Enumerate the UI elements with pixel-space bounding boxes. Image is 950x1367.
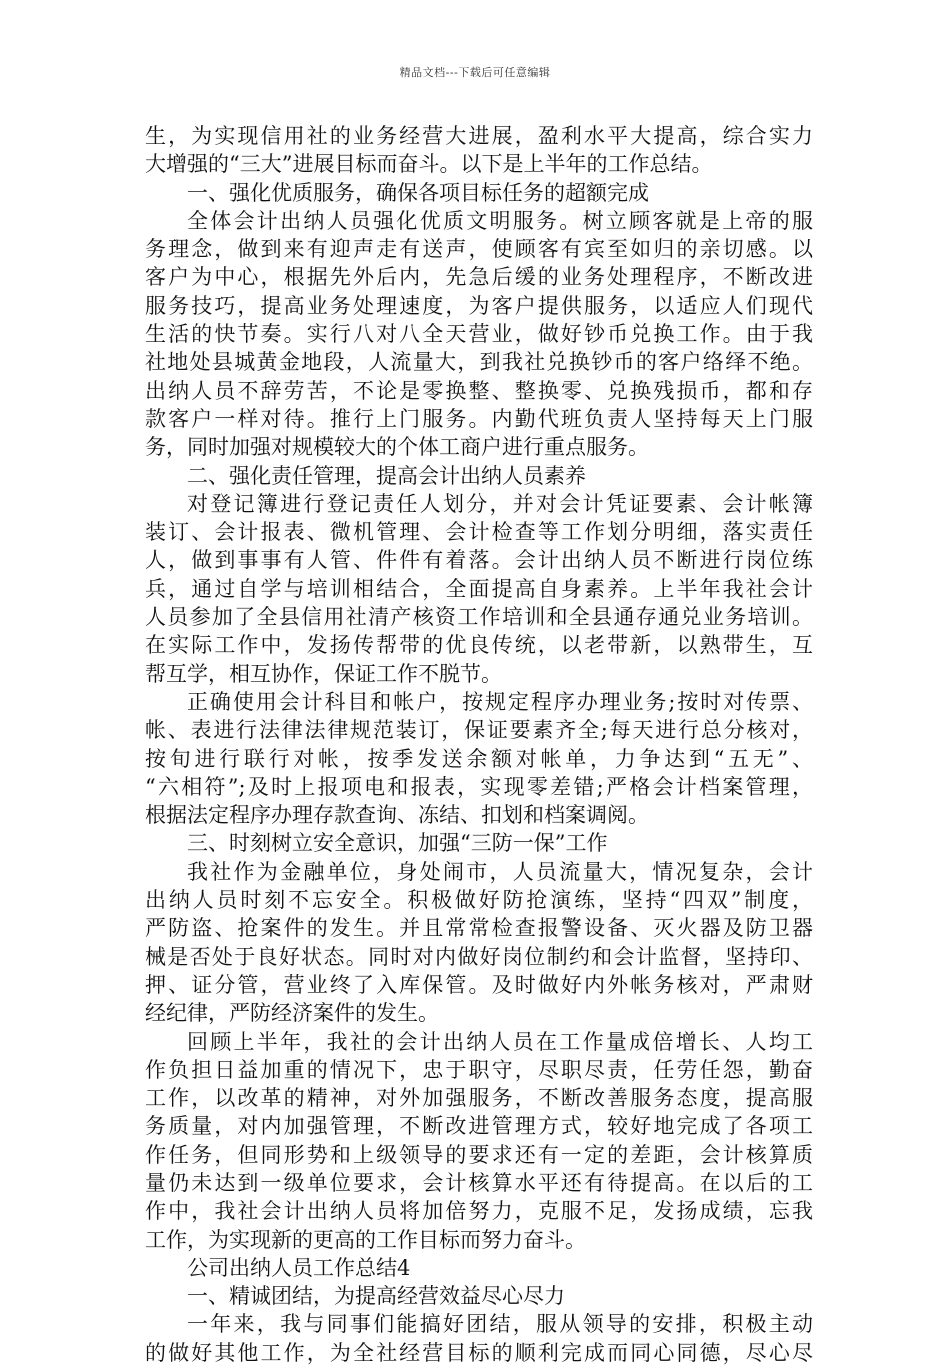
text-line: 经纪律，严防经济案件的发生。	[145, 1001, 439, 1026]
text-line: 二、强化责任管理，提高会计出纳人员素养	[187, 463, 586, 488]
text-line: 作负担日益加重的情况下，忠于职守，尽职尽责，任劳任怨，勤奋	[145, 1057, 813, 1082]
text-line: 严防盗、抢案件的发生。并且常常检查报警设备、灭火器及防卫器	[145, 916, 813, 941]
text-line: 正确使用会计科目和帐户，按规定程序办理业务;按时对传票、	[187, 689, 813, 714]
text-line: 械是否处于良好状态。同时对内做好岗位制约和会计监督，坚持印、	[145, 944, 813, 969]
text-line: 根据法定程序办理存款查询、冻结、扣划和档案调阅。	[145, 803, 649, 828]
text-line: 帮互学，相互协作，保证工作不脱节。	[145, 661, 502, 686]
page-header: 精品文档---下载后可任意编辑	[399, 66, 551, 79]
document-body	[145, 122, 813, 1367]
text-line: 作任务，但同形势和上级领导的要求还有一定的差距，会计核算质	[145, 1142, 813, 1167]
text-line: 社地处县城黄金地段，人流量大，到我社兑换钞币的客户络绎不绝。	[145, 350, 813, 375]
text-line: 装订、会计报表、微机管理、会计检查等工作划分明细，落实责任	[145, 520, 813, 545]
text-line: 量仍未达到一级单位要求，会计核算水平还有待提高。在以后的工	[145, 1170, 813, 1195]
text-line: 回顾上半年，我社的会计出纳人员在工作量成倍增长、人均工	[187, 1029, 813, 1054]
text-line: 客户为中心，根据先外后内，先急后缓的业务处理程序，不断改进	[145, 265, 813, 290]
text-line: 人，做到事事有人管、件件有着落。会计出纳人员不断进行岗位练	[145, 548, 813, 573]
text-line: 对登记簿进行登记责任人划分，并对会计凭证要素、会计帐簿	[187, 491, 813, 516]
text-line: 帐、表进行法律法律规范装订，保证要素齐全;每天进行总分核对，	[145, 718, 813, 743]
text-line: 作中，我社会计出纳人员将加倍努力，克服不足，发扬成绩，忘我	[145, 1199, 813, 1224]
text-line: 务理念，做到来有迎声走有送声，使顾客有宾至如归的亲切感。以	[145, 237, 813, 262]
text-line: 在实际工作中，发扬传帮带的优良传统，以老带新，以熟带生，互	[145, 633, 813, 658]
text-line: 公司出纳人员工作总结4	[187, 1255, 411, 1280]
text-line: 服务技巧，提高业务处理速度，为客户提供服务，以适应人们现代	[145, 293, 813, 318]
text-line: 出纳人员不辞劳苦，不论是零换整、整换零、兑换残损币，都和存	[145, 378, 813, 403]
text-line: 一、强化优质服务，确保各项目标任务的超额完成	[187, 180, 649, 205]
text-line: 务，同时加强对规模较大的个体工商户进行重点服务。	[145, 435, 649, 460]
text-line: 兵，通过自学与培训相结合，全面提高自身素养。上半年我社会计	[145, 576, 813, 601]
text-line: “六相符”;及时上报项电和报表，实现零差错;严格会计档案管理，	[145, 774, 813, 799]
text-line: 务质量，对内加强管理，不断改进管理方式，较好地完成了各项工	[145, 1114, 813, 1139]
text-line: 一、精诚团结，为提高经营效益尽心尽力	[187, 1284, 565, 1309]
text-line: 的做好其他工作，为全社经营目标的顺利完成而同心同德，尽心尽	[145, 1340, 813, 1365]
text-line: 大增强的“三大”进展目标而奋斗。以下是上半年的工作总结。	[145, 152, 713, 177]
text-line: 押、证分管，营业终了入库保管。及时做好内外帐务核对，严肃财	[145, 972, 813, 997]
text-line: 生活的快节奏。实行八对八全天营业，做好钞币兑换工作。由于我	[145, 322, 813, 347]
text-line: 人员参加了全县信用社清产核资工作培训和全县通存通兑业务培训。	[145, 605, 813, 630]
text-line: 工作，以改革的精神，对外加强服务，不断改善服务态度，提高服	[145, 1086, 813, 1111]
text-line: 一年来，我与同事们能搞好团结，服从领导的安排，积极主动	[187, 1312, 813, 1337]
text-line: 全体会计出纳人员强化优质文明服务。树立顾客就是上帝的服	[187, 208, 813, 233]
text-line: 我社作为金融单位，身处闹市，人员流量大，情况复杂，会计	[187, 859, 813, 884]
text-line: 按旬进行联行对帐，按季发送余额对帐单，力争达到“五无”、	[145, 746, 813, 771]
text-line: 生，为实现信用社的业务经营大进展，盈利水平大提高，综合实力	[145, 124, 813, 148]
text-line: 工作，为实现新的更高的工作目标而努力奋斗。	[145, 1227, 586, 1252]
text-line: 出纳人员时刻不忘安全。积极做好防抢演练，坚持“四双”制度，	[145, 888, 813, 913]
text-line: 款客户一样对待。推行上门服务。内勤代班负责人坚持每天上门服	[145, 406, 813, 431]
text-line: 三、时刻树立安全意识，加强“三防一保”工作	[187, 831, 608, 856]
